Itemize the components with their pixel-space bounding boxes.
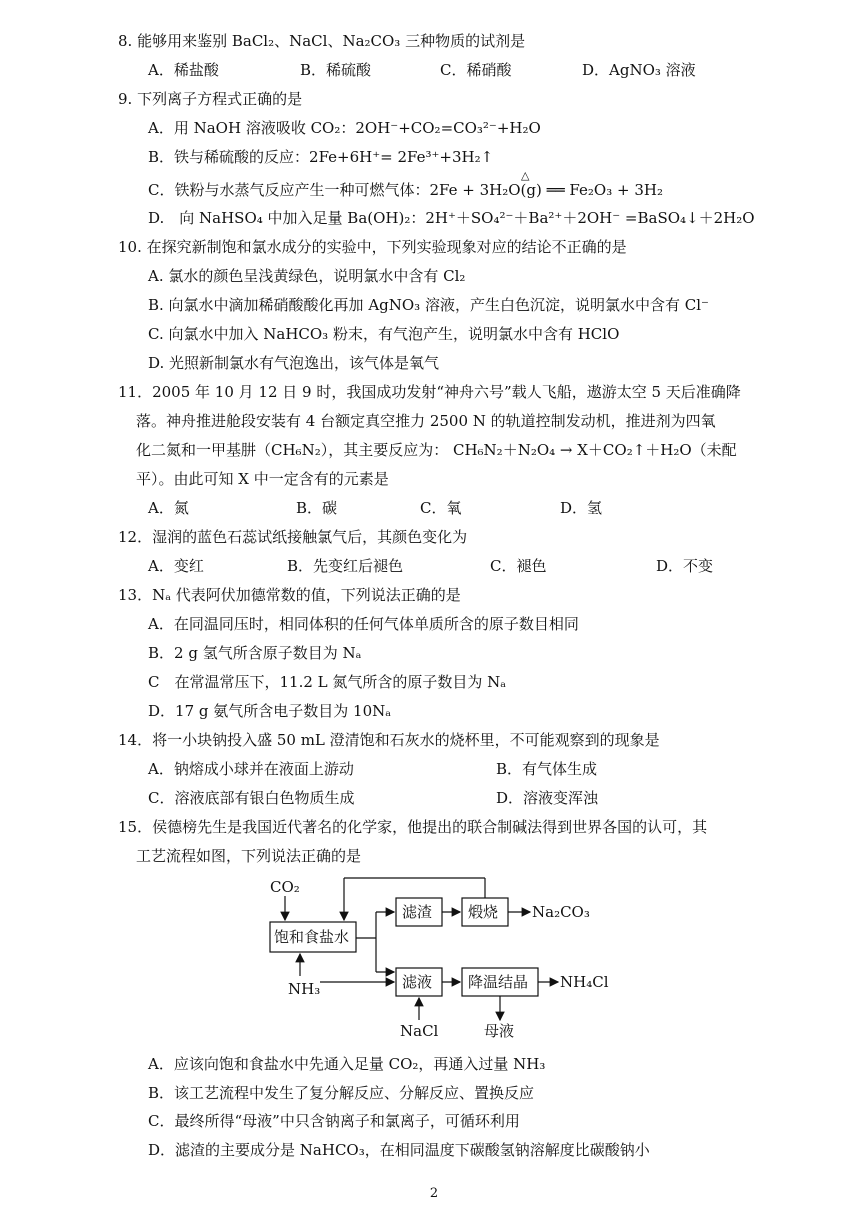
label-co2: CO₂ (270, 878, 300, 896)
q9-option-c: C．铁粉与水蒸气反应产生一种可燃气体：2Fe + 3H₂O(g) ══ Fe₂O₃ + 3H₂ (148, 181, 663, 199)
q11-option-d: D．氢 (560, 499, 603, 517)
q9-option-d: D. 向 NaHSO₄ 中加入足量 Ba(OH)₂：2H⁺＋SO₄²⁻＋Ba²⁺＋2OH⁻ =BaSO₄↓＋2H₂O (148, 209, 755, 227)
q9-option-b: B．铁与稀硫酸的反应：2Fe+6H⁺= 2Fe³⁺+3H₂↑ (148, 148, 494, 166)
q14-options-row-2 (0, 788, 868, 808)
q11-option-a: A．氮 (148, 499, 189, 517)
q15-line-1: 15．侯德榜先生是我国近代著名的化学家，他提出的联合制碱法得到世界各国的认可，其 (118, 818, 708, 836)
q14-options-row-1 (0, 759, 868, 779)
q14-option-b: B．有气体生成 (496, 760, 598, 778)
q14-option-a: A．钠熔成小球并在液面上游动 (148, 760, 354, 778)
q11-line-4: 平）。由此可知 X 中一定含有的元素是 (136, 470, 389, 488)
q13-option-d: D．17 g 氨气所含电子数目为 10Nₐ (148, 702, 392, 720)
q10-option-b: B. 向氯水中滴加稀硝酸酸化再加 AgNO₃ 溶液，产生白色沉淀，说明氯水中含有 Cl⁻ (148, 296, 709, 314)
q14-option-c: C．溶液底部有银白色物质生成 (148, 789, 355, 807)
q8-option-b: B．稀硫酸 (300, 61, 372, 79)
q11-line-3: 化二氮和一甲基肼（CH₆N₂），其主要反应为： CH₆N₂＋N₂O₄ → X＋CO₂↑＋H₂O（未配 (136, 441, 737, 459)
label-residue: 滤渣 (402, 903, 433, 921)
q11-option-b: B．碳 (296, 499, 338, 517)
q10-option-d: D. 光照新制氯水有气泡逸出，该气体是氧气 (148, 354, 440, 372)
q14-option-d: D．溶液变浑浊 (496, 789, 599, 807)
q8-option-a: A．稀盐酸 (148, 61, 219, 79)
q8-stem: 8. 能够用来鉴别 BaCl₂、NaCl、Na₂CO₃ 三种物质的试剂是 (118, 32, 526, 50)
q11-line-1: 11．2005 年 10 月 12 日 9 时，我国成功发射“神舟六号”载人飞船，遨游太空 5 天后准确降 (118, 383, 741, 401)
q12-option-b: B．先变红后褪色 (287, 557, 404, 575)
q9-option-a: A．用 NaOH 溶液吸收 CO₂：2OH⁻+CO₂=CO₃²⁻+H₂O (148, 119, 541, 137)
q12-option-c: C．褪色 (490, 557, 547, 575)
q13-option-c: C 在常温常压下，11.2 L 氮气所含的原子数目为 Nₐ (148, 673, 507, 691)
q15-option-c: C．最终所得“母液”中只含钠离子和氯离子，可循环利用 (148, 1112, 520, 1130)
page-number: 2 (429, 1186, 439, 1201)
label-nacl: NaCl (400, 1022, 439, 1040)
q13-option-b: B．2 g 氢气所含原子数目为 Nₐ (148, 644, 362, 662)
q15-option-a: A．应该向饱和食盐水中先通入足量 CO₂，再通入过量 NH₃ (148, 1055, 546, 1073)
q10-option-c: C. 向氯水中加入 NaHCO₃ 粉末，有气泡产生，说明氯水中含有 HClO (148, 325, 620, 343)
q15-option-d: D．滤渣的主要成分是 NaHCO₃，在相同温度下碳酸氢钠溶解度比碳酸钠小 (148, 1141, 650, 1159)
process-flow-diagram (240, 872, 640, 1044)
heat-condition: △ (521, 169, 530, 182)
label-na2co3: Na₂CO₃ (532, 903, 590, 921)
label-mother-liquor: 母液 (484, 1022, 515, 1040)
q15-line-2: 工艺流程如图，下列说法正确的是 (136, 847, 362, 865)
q8-options (0, 60, 868, 80)
q14-stem: 14．将一小块钠投入盛 50 mL 澄清饱和石灰水的烧杯里，不可能观察到的现象是 (118, 731, 660, 749)
label-nh4cl: NH₄Cl (560, 973, 609, 991)
q11-option-c: C．氧 (420, 499, 462, 517)
q13-option-a: A．在同温同压时，相同体积的任何气体单质所含的原子数目相同 (148, 615, 579, 633)
q9-stem: 9. 下列离子方程式正确的是 (118, 90, 303, 108)
q8-option-c: C．稀硝酸 (440, 61, 512, 79)
label-cool-crystallize: 降温结晶 (468, 973, 529, 991)
q12-options (0, 556, 868, 576)
q11-line-2: 落。神舟推进舱段安装有 4 台额定真空推力 2500 N 的轨道控制发动机，推进剂为四氧 (136, 412, 716, 430)
q10-option-a: A. 氯水的颜色呈浅黄绿色，说明氯水中含有 Cl₂ (148, 267, 466, 285)
q12-option-d: D．不变 (656, 557, 714, 575)
label-brine: 饱和食盐水 (274, 928, 350, 946)
q11-options (0, 498, 868, 518)
label-nh3: NH₃ (288, 980, 321, 998)
label-filtrate: 滤液 (402, 973, 433, 991)
q13-stem: 13．Nₐ 代表阿伏加德常数的值，下列说法正确的是 (118, 586, 461, 604)
q15-option-b: B．该工艺流程中发生了复分解反应、分解反应、置换反应 (148, 1084, 535, 1102)
q8-option-d: D．AgNO₃ 溶液 (582, 61, 696, 79)
q12-option-a: A．变红 (148, 557, 204, 575)
q12-stem: 12．湿润的蓝色石蕊试纸接触氯气后，其颜色变化为 (118, 528, 468, 546)
q10-stem: 10. 在探究新制饱和氯水成分的实验中，下列实验现象对应的结论不正确的是 (118, 238, 627, 256)
label-calcine: 煅烧 (468, 903, 499, 921)
